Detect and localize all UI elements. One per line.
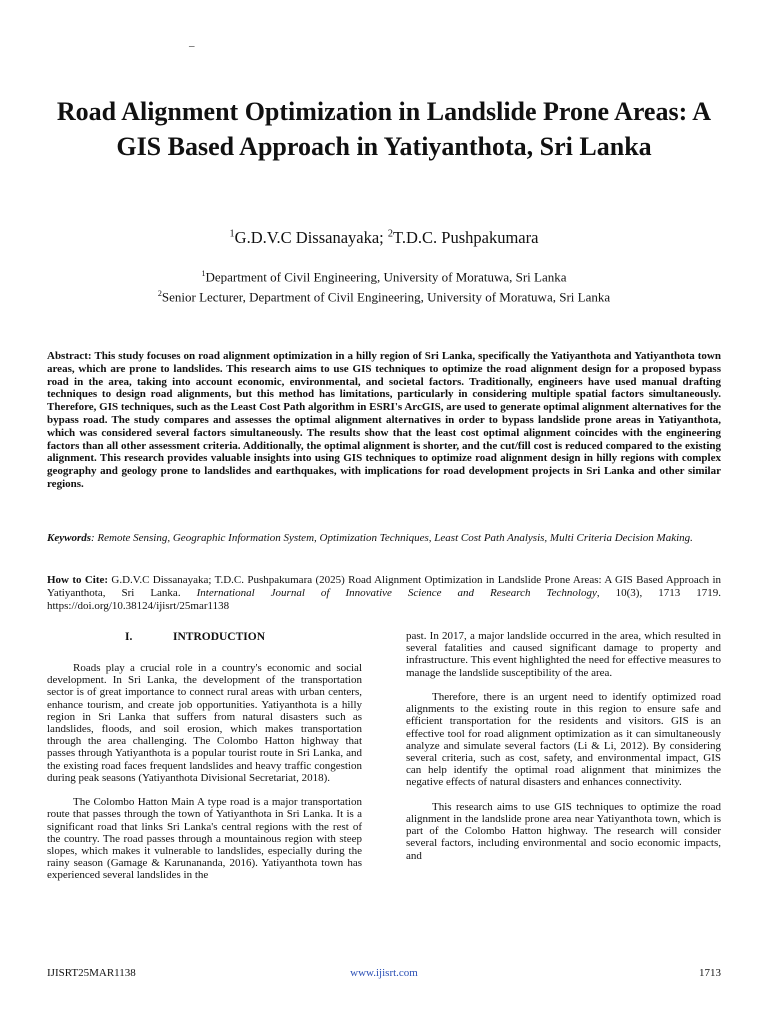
abstract (47, 350, 721, 491)
left-column (47, 630, 362, 882)
author-1-sup: 1 (229, 228, 235, 240)
how-to-cite-doi: , 10(3), 1713 1719. https://doi.org/10.38124/ijisrt/25mar1138 (47, 586, 721, 612)
abstract-label: Abstract: (47, 350, 92, 362)
author-2-sup: 2 (387, 228, 393, 240)
affiliations (0, 265, 768, 306)
abstract-text: This study focuses on road alignment optimization in a hilly region of Sri Lanka, specifically the Yatiyanthota and Yatiyanthota town areas, which are prone to landslides. This research aims to use GIS techniques to optimize the road alignment design for a proposed bypass road in the area, taking into account economic, environmental, and societal factors. Traditionally, engineers have used manual drafting techniques to design road alignments, but this method has limitations, particularly in considering multiple spatial factors simultaneously. Therefore, GIS techniques, such as the Least Cost Path algorithm in ESRI's ArcGIS, are used to generate optimal alignment alternatives for the bypass road. The study compares and assesses the optimal alignment alternatives in order to bypass landslide prone areas in Yatiyanthota, which was considered several factors simultaneously. The results show that the least cost optimal alignment coincides with the engineering factors than all other assessment criteria. Additionally, the optimal alignment is shorter, and the cut/fill cost is reduced compared to the existing alignment. This research provides valuable insights into using GIS techniques to optimize road alignment design in hilly regions with complex geography and geology prone to landslides and earthquakes, with implications for road development projects in Sri Lanka and other similar regions. (47, 350, 721, 490)
right-paragraph-1: past. In 2017, a major landslide occurred in the area, which resulted in several fatalities and caused significant damage to property and infrastructure. This event highlighted the need for effective measures to manage the landslide susceptibility of the area. (406, 630, 721, 679)
section-heading (47, 630, 362, 644)
keywords-text: : Remote Sensing, Geographic Information System, Optimization Techniques, Least Cost Path Analysis, Multi Criteria Decision Making. (91, 532, 693, 544)
keywords-label: Keywords (47, 532, 91, 544)
keywords (47, 532, 721, 545)
how-to-cite-label: How to Cite: (47, 574, 109, 586)
author-2-name: T.D.C. Pushpakumara (393, 228, 539, 247)
how-to-cite-text: G.D.V.C Dissanayaka; T.D.C. Pushpakumara (2025) Road Alignment Optimization in Landslide Prone Areas: A GIS Based Approach in Yatiyanthota, Sri Lanka. (47, 574, 722, 599)
affiliation-1-text: Department of Civil Engineering, University of Moratuwa, Sri Lanka (205, 269, 567, 285)
affiliation-2-sup: 2 (157, 289, 162, 299)
affiliation-1 (0, 265, 768, 285)
footer-website-link[interactable]: www.ijisrt.com (350, 967, 418, 979)
author-line (0, 228, 768, 248)
left-paragraph-2: The Colombo Hatton Main A type road is a major transportation route that passes through the town of Yatiyanthota in Sri Lanka. It is a significant road that links Sri Lanka's central regions with the rest of the country. The road passes through a mountainous region with steep slopes, which makes it vulnerable to landslides, especially during the rainy season (Gamage & Karunananda, 2016). Yatiyanthota town has experienced several landslides in the (47, 796, 362, 882)
author-1-name: G.D.V.C Dissanayaka; (234, 228, 384, 247)
paper-title: Road Alignment Optimization in Landslide Prone Areas: A GIS Based Approach in Yatiyanthota, Sri Lanka (56, 97, 712, 161)
footer-page-number: 1713 (699, 967, 721, 979)
affiliation-2-text: Senior Lecturer, Department of Civil Engineering, University of Moratuwa, Sri Lanka (161, 289, 611, 305)
section-number: I. (125, 631, 133, 643)
footer-paper-id: IJISRT25MAR1138 (47, 967, 136, 979)
left-paragraph-1: Roads play a crucial role in a country's economic and social development. In Sri Lanka, the development of the transportation sector is of great importance to connect rural areas with urban centers, enhance tourism, and create job opportunities. Yatiyanthota is a hilly region in Sri Lanka that suffers from natural disasters such as landslides, floods, and soil erosion, which makes transportation through the area challenging. The Colombo Hatton highway that passes through Yatiyanthota is a popular tourist route in Sri Lanka, and the existing road faces frequent landslides and heavy traffic congestion during peak seasons (Yatiyanthota Divisional Secretariat, 2018). (47, 662, 362, 784)
section-title: INTRODUCTION (173, 631, 266, 643)
how-to-cite (47, 574, 721, 612)
affiliation-2 (0, 285, 768, 305)
affiliation-1-sup: 1 (201, 269, 206, 278)
right-paragraph-3: This research aims to use GIS techniques to optimize the road alignment in the landslide prone area near Yatiyanthota town, which is part of the Colombo Hatton highway. The research will consider several factors, including environmental and socio economic impacts, and (406, 800, 721, 862)
header-mark: – (189, 40, 195, 52)
right-paragraph-2: Therefore, there is an urgent need to identify optimized road alignments to the existing route in this region to ensure safe and efficient transportation for the residents and visitors. GIS is an effective tool for road alignment optimization as it can simultaneously analyze and simulate several factors (Li & Li, 2012). By considering several criteria, such as cost, safety, and environmental impact, GIS can help identify the optimal road alignment that minimizes the negative effects of natural disasters and enhances connectivity. (406, 691, 721, 789)
journal-name: International Journal of Innovative Science and Research Technology (196, 586, 597, 599)
right-column (406, 630, 721, 862)
